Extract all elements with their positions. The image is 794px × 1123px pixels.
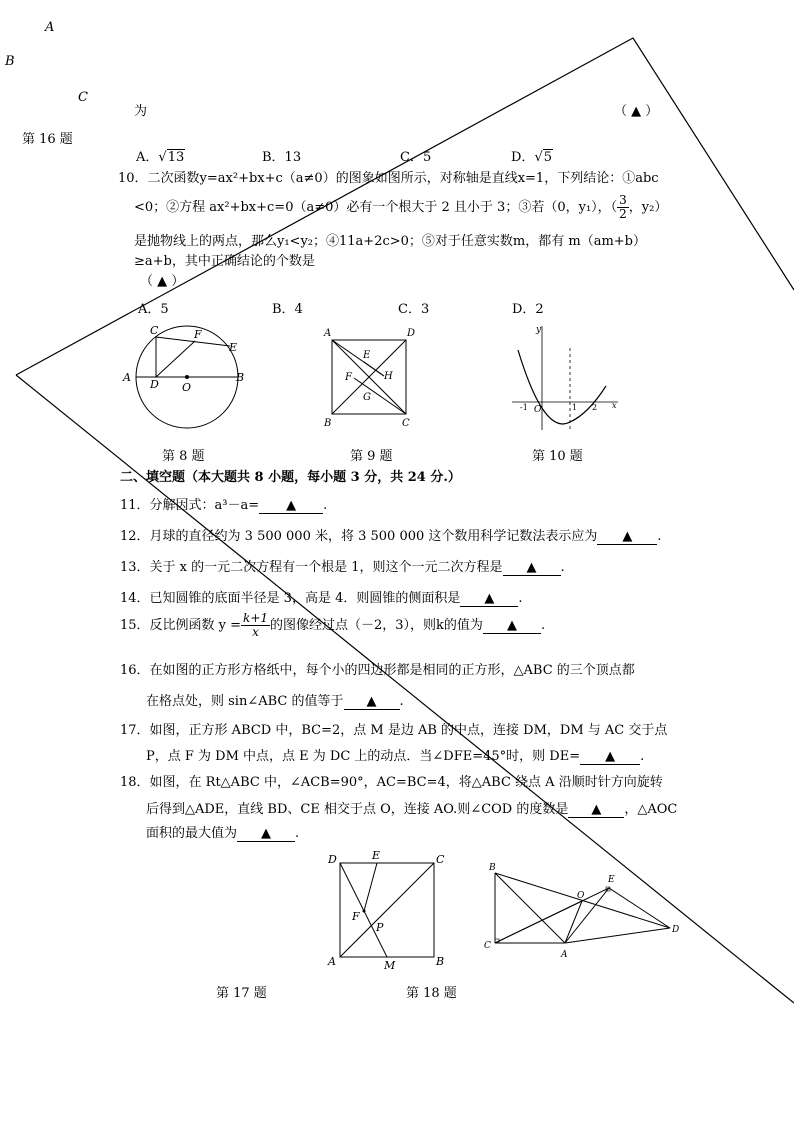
q9-option-a: A．√13 bbox=[136, 150, 185, 165]
q12: 12．月球的直径约为 3 500 000 米，将 3 500 000 这个数用科学记数法表示应为 ▲ . bbox=[120, 529, 662, 544]
fig9-label-a: A bbox=[324, 328, 332, 339]
fig8-label-c: C bbox=[150, 324, 159, 337]
q10-option-c: C．3 bbox=[398, 302, 430, 317]
q10-line2: <0；②方程 ax²+bx+c=0（a≠0）必有一个根大于 2 且小于 3；③若（0，y₁），（ $\frac{3}{2}$ ，y₂） bbox=[134, 193, 668, 221]
fig18-label-b: B bbox=[489, 863, 496, 873]
fig8-label-d: D bbox=[150, 378, 159, 391]
q18-line1: 18．如图，在 Rt△ABC 中，∠ACB=90°，AC=BC=4，将△ABC 绕点 A 沿顺时针方向旋转 bbox=[120, 775, 663, 790]
q9-option-c: C．5 bbox=[400, 150, 432, 165]
figure-8 bbox=[120, 318, 260, 438]
section2-heading: 二、填空题（本大题共 8 小题，每小题 3 分，共 24 分.） bbox=[120, 470, 461, 485]
fig17-caption: 第 17 题 bbox=[216, 986, 267, 1001]
fig17-label-f: F bbox=[352, 910, 360, 923]
fig10-label-2: 2 bbox=[592, 403, 598, 412]
fig8-label-o: O bbox=[182, 381, 192, 394]
fig8-label-a: A bbox=[123, 371, 131, 384]
figure-10 bbox=[508, 318, 628, 438]
q10-option-b: B．4 bbox=[272, 302, 303, 317]
q10-option-a: A．5 bbox=[138, 302, 169, 317]
q17-line2: P，点 F 为 DM 中点，点 E 为 DC 上的动点．当∠DFE=45°时，则 DE= ▲ . bbox=[146, 749, 645, 764]
fig10-label-o: O bbox=[534, 405, 542, 415]
fig17-label-d: D bbox=[328, 853, 337, 866]
q10-option-d: D．2 bbox=[512, 302, 544, 317]
fig9-caption: 第 9 题 bbox=[350, 449, 393, 464]
fig9-label-b: B bbox=[324, 418, 332, 429]
q9-answer-paren: （ ▲ ） bbox=[614, 104, 659, 119]
fig10-label-x: x bbox=[612, 401, 617, 410]
q10-line1: 10．二次函数y=ax²+bx+c（a≠0）的图象如图所示，对称轴是直线x=1，下列结论：①abc bbox=[118, 171, 659, 186]
q11: 11．分解因式：a³－a= ▲ . bbox=[120, 498, 328, 513]
q14: 14．已知圆锥的底面半径是 3，高是 4．则圆锥的侧面积是 ▲ . bbox=[120, 591, 523, 606]
fig9-label-f: F bbox=[345, 372, 352, 383]
q9-option-b: B．13 bbox=[262, 150, 302, 165]
fig9-label-g: G bbox=[363, 392, 371, 403]
fig10-label-1: 1 bbox=[572, 403, 578, 412]
fig9-label-c: C bbox=[402, 418, 410, 429]
stray-label-b: B bbox=[5, 54, 15, 69]
figure-17 bbox=[324, 848, 454, 973]
fig18-label-a: A bbox=[561, 950, 568, 960]
fig18-label-e: E bbox=[608, 875, 615, 885]
q9-option-d: D．√5 bbox=[511, 150, 553, 165]
q17-line1: 17．如图，正方形 ABCD 中，BC=2，点 M 是边 AB 的中点，连接 DM，DM 与 AC 交于点 bbox=[120, 723, 668, 738]
q18-line2: 后得到△ADE，直线 BD、CE 相交于点 O，连接 AO.则∠COD 的度数是 ▲ ，△AOC bbox=[146, 802, 678, 817]
fig10-label-y: y bbox=[536, 325, 542, 335]
fig10-caption: 第 10 题 bbox=[532, 449, 583, 464]
q10-answer-paren: （ ▲ ） bbox=[140, 274, 185, 289]
fig17-label-c: C bbox=[436, 853, 445, 866]
fig18-label-d: D bbox=[672, 925, 680, 935]
q10-line4: ≥a+b，其中正确结论的个数是 bbox=[134, 254, 315, 269]
fig18-label-o: O bbox=[577, 891, 585, 901]
q16-line2: 在格点处，则 sin∠ABC 的值等于 ▲ . bbox=[146, 694, 404, 709]
q9-tail-text: 为 bbox=[134, 104, 148, 119]
fig8-label-f: F bbox=[194, 328, 202, 341]
q18-line3: 面积的最大值为 ▲ . bbox=[146, 826, 300, 841]
fig18-label-c: C bbox=[484, 941, 491, 951]
q13: 13．关于 x 的一元二次方程有一个根是 1，则这个一元二次方程是 ▲ . bbox=[120, 560, 565, 575]
figure-18 bbox=[482, 858, 682, 963]
fig17-label-b: B bbox=[436, 955, 445, 968]
fig17-label-m: M bbox=[384, 959, 396, 972]
fig17-label-a: A bbox=[328, 955, 336, 968]
fig9-label-d: D bbox=[407, 328, 416, 339]
fig8-label-b: B bbox=[236, 371, 245, 384]
q16-line1: 16．在如图的正方形方格纸中，每个小的四边形都是相同的正方形，△ABC 的三个顶点都 bbox=[120, 663, 635, 678]
fig8-label-e: E bbox=[229, 341, 238, 354]
q15: 15．反比例函数 y = $\frac{k+1}{x}$ 的图像经过点（－2，3），则k的值为 ▲ . bbox=[120, 611, 546, 639]
q16-figure-caption: 第 16 题 bbox=[22, 132, 73, 147]
q10-line3: 是抛物线上的两点，那么y₁<y₂；④11a+2c>0；⑤对于任意实数m，都有 m（am+b） bbox=[134, 234, 646, 249]
fig17-label-p: P bbox=[376, 921, 384, 934]
fig9-label-h: H bbox=[384, 371, 393, 382]
fig10-label-neg1: -1 bbox=[520, 403, 528, 412]
figure-9 bbox=[320, 324, 420, 434]
stray-label-a: A bbox=[45, 20, 55, 35]
fig17-label-e: E bbox=[372, 849, 381, 862]
fig9-label-e: E bbox=[363, 350, 371, 361]
fig18-caption: 第 18 题 bbox=[406, 986, 457, 1001]
stray-label-c: C bbox=[78, 90, 88, 105]
fig8-caption: 第 8 题 bbox=[162, 449, 205, 464]
